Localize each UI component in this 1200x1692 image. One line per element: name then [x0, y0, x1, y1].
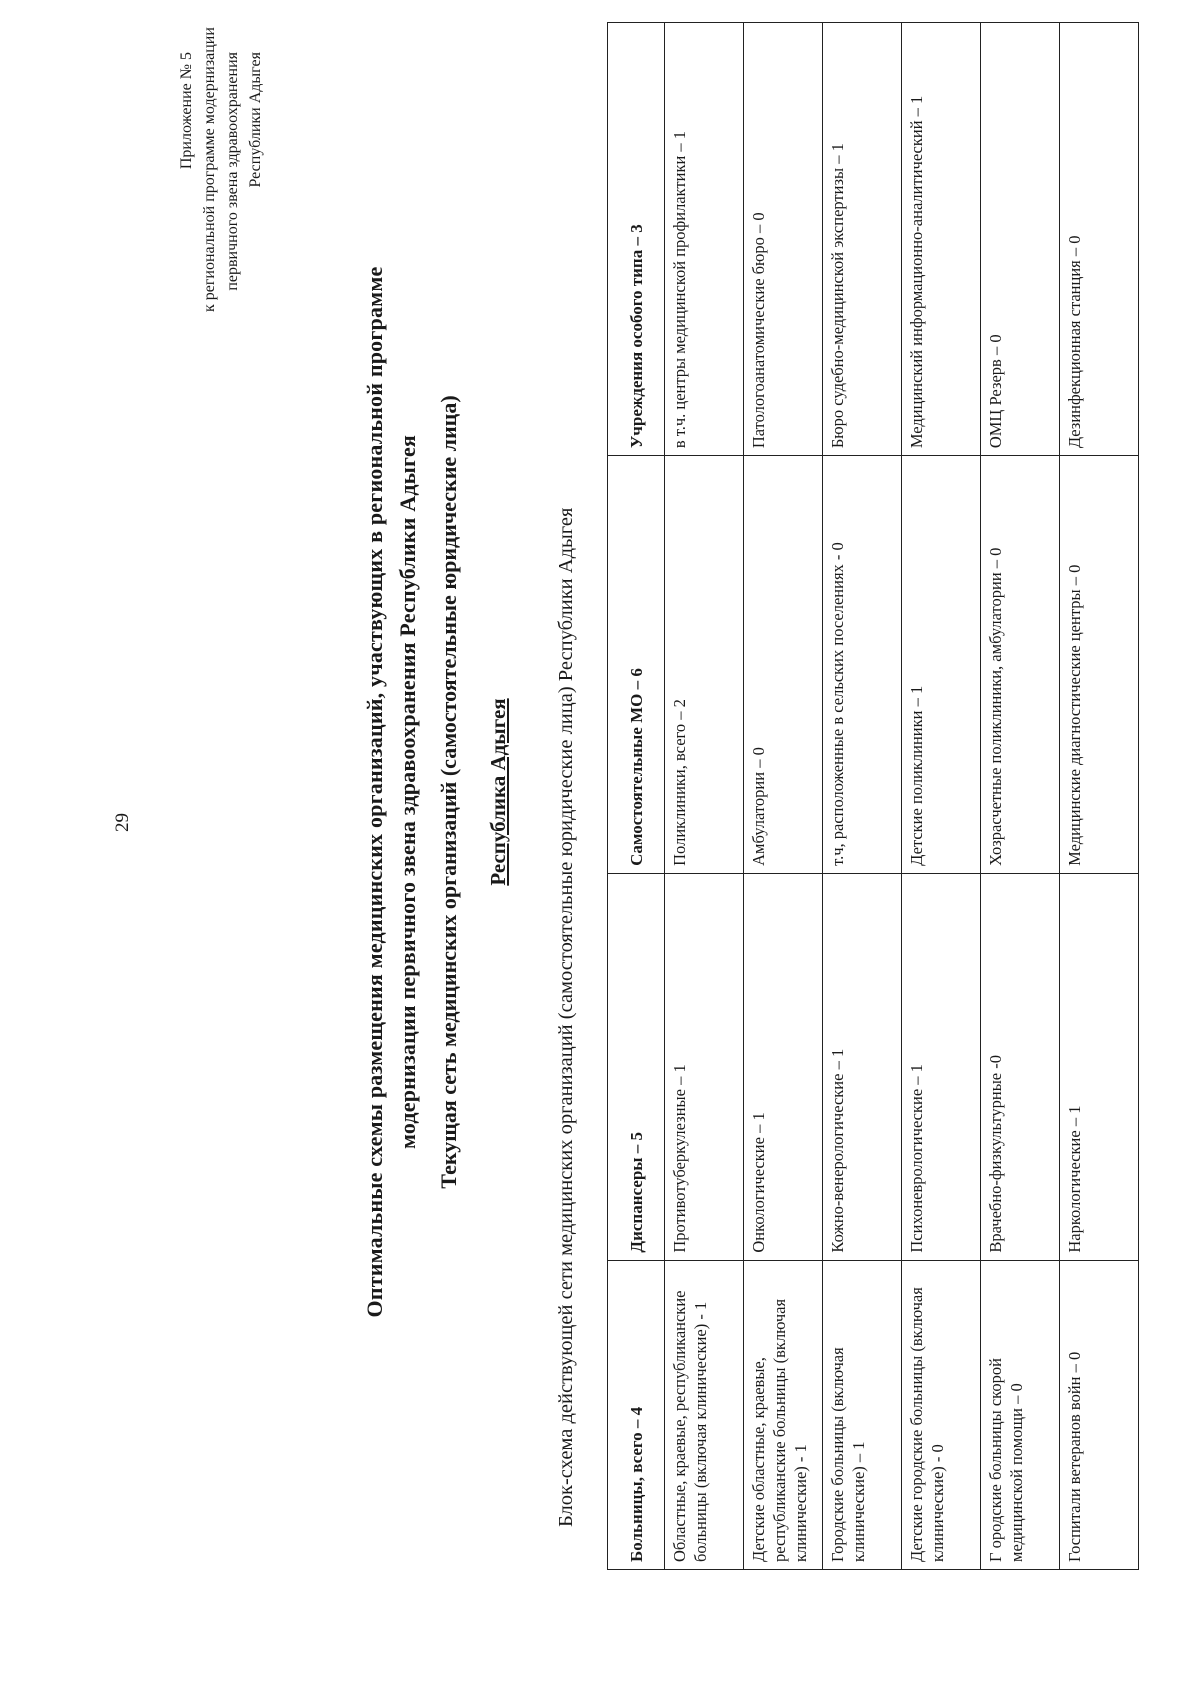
appendix-line: Приложение № 5	[178, 52, 195, 170]
table-cell: Патологоанатомические бюро – 0	[744, 23, 823, 456]
organizations-table	[607, 22, 1139, 1570]
table-cell: Детские поликлиники – 1	[902, 456, 981, 874]
table-cell: Бюро судебно-медицинской экспертизы – 1	[823, 23, 902, 456]
table-cell: Врачебно-физкультурные -0	[981, 873, 1060, 1260]
table-cell: т.ч, расположенные в сельских поселениях - 0	[823, 456, 902, 874]
table-cell: Амбулатории – 0	[744, 456, 823, 874]
table-cell: Г ородские больницы скорой медицинской помощи – 0	[981, 1260, 1060, 1569]
table-cell: Медицинский информационно-аналитический – 1	[902, 23, 981, 456]
table-cell: Кожно-венерологические – 1	[823, 873, 902, 1260]
table-cell: Хозрасчетные поликлиники, амбулатории – 0	[981, 456, 1060, 874]
document-subtitle: Текущая сеть медицинских организаций (самостоятельные юридические лица)	[436, 395, 461, 1189]
document-title-line-2: модернизации первичного звена здравоохранения Республики Адыгея	[395, 434, 420, 1150]
appendix-note	[175, 27, 267, 312]
table-cell: в т.ч. центры медицинской профилактики – 1	[665, 23, 744, 456]
scheme-caption: Блок-схема действующей сети медицинских организаций (самостоятельные юридические лица) Республики Адыгея	[555, 507, 577, 1527]
table-row	[1060, 23, 1139, 1570]
header-independent-mo: Самостоятельные МО – 6	[608, 456, 665, 874]
table-cell: Госпитали ветеранов войн – 0	[1060, 1260, 1139, 1569]
header-dispensaries: Диспансеры – 5	[608, 873, 665, 1260]
document-title-line-1: Оптимальные схемы размещения медицинских организаций, участвующих в региональной программе	[362, 266, 387, 1318]
table-row	[744, 23, 823, 1570]
table-cell: Областные, краевые, республиканские больницы (включая клинические) - 1	[665, 1260, 744, 1569]
table-cell: Поликлиники, всего – 2	[665, 456, 744, 874]
table-cell: Детские областные, краевые, республиканские больницы (включая клинические) - 1	[744, 1260, 823, 1569]
table-cell: Онкологические – 1	[744, 873, 823, 1260]
header-hospitals: Больницы, всего – 4	[608, 1260, 665, 1569]
table-cell: Наркологические – 1	[1060, 873, 1139, 1260]
appendix-line: первичного звена здравоохранения	[224, 52, 241, 291]
table-cell: Городские больницы (включая клинические) – 1	[823, 1260, 902, 1569]
table-row	[823, 23, 902, 1570]
table-cell: Детские городские больницы (включая клинические) - 0	[902, 1260, 981, 1569]
table-cell: Психоневрологические – 1	[902, 873, 981, 1260]
table-cell: Дезинфекционная станция – 0	[1060, 23, 1139, 456]
table-cell: Медицинские диагностические центры – 0	[1060, 456, 1139, 874]
appendix-line: к региональной программе модернизации	[201, 27, 218, 312]
header-special-institutions: Учреждения особого типа – 3	[608, 23, 665, 456]
table-header-row	[608, 23, 665, 1570]
table-row	[981, 23, 1060, 1570]
table-cell: Противотуберкулезные – 1	[665, 873, 744, 1260]
page-number: 29	[112, 813, 133, 832]
table-row	[902, 23, 981, 1570]
appendix-line: Республики Адыгея	[247, 52, 264, 188]
document-titles	[358, 32, 511, 1552]
table-row	[665, 23, 744, 1570]
table-cell: ОМЦ Резерв – 0	[981, 23, 1060, 456]
region-heading: Республика Адыгея	[486, 698, 510, 886]
